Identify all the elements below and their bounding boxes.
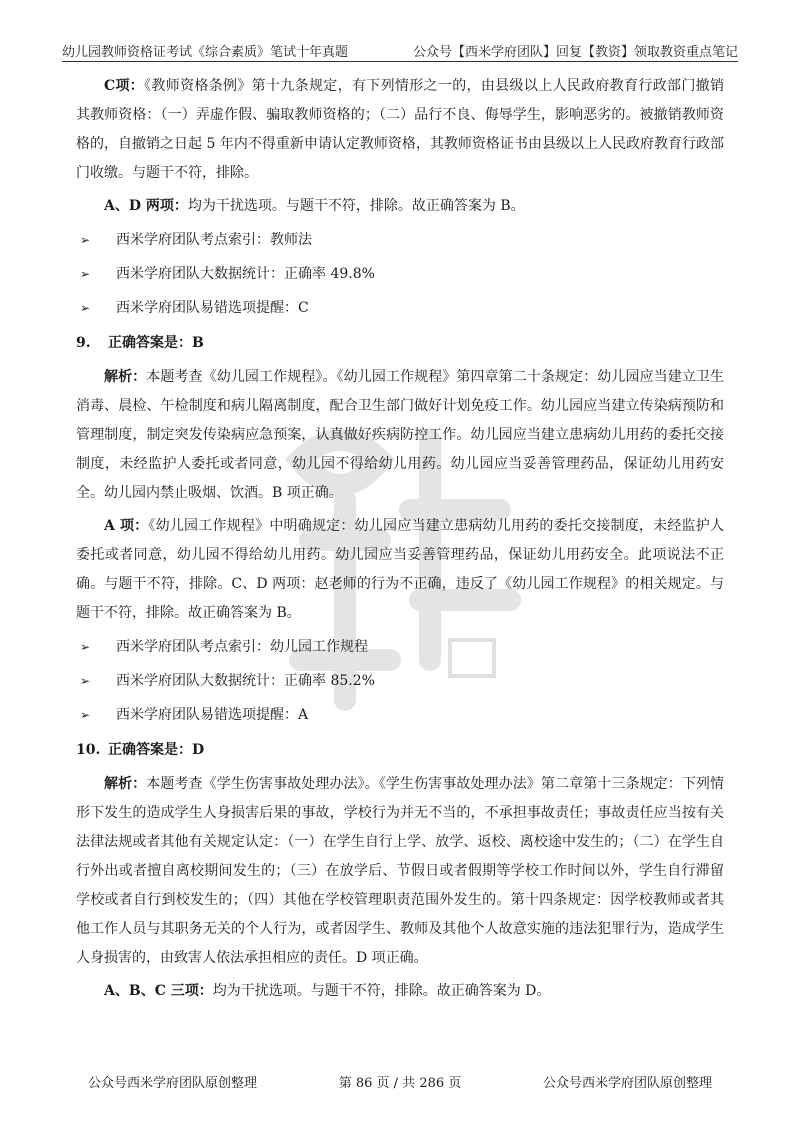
list-item	[80, 259, 724, 289]
question-number: 9.	[76, 334, 91, 351]
analysis-label: 解析：	[104, 776, 147, 792]
answer-text: 正确答案是：D	[108, 741, 205, 758]
q9-a-item-paragraph	[76, 512, 724, 628]
footer-left-note: 公众号西米学府团队原创整理	[88, 1076, 258, 1091]
header-divider	[62, 61, 738, 62]
analysis-label: 解析：	[104, 369, 147, 385]
footer-right-note: 公众号西米学府团队原创整理	[542, 1076, 712, 1091]
arrow-bullet-icon: ➢	[80, 673, 91, 688]
list-item	[80, 700, 724, 730]
page-number: 第 86 页 / 共 286 页	[338, 1076, 462, 1091]
list-item	[80, 225, 724, 255]
list-item	[80, 632, 724, 662]
ad-item-label: A、D 两项：	[104, 198, 188, 214]
bullet-text: 西米学府团队易错选项提醒：C	[116, 299, 309, 316]
analysis-text: 本题考查《学生伤害事故处理办法》。《学生伤害事故处理办法》第二章第十三条规定：下列情形下发生的造成学生人身损害后果的事故，学校行为并无不当的，不承担事故责任；事故责任应当按有关法律法规或者其他有关规定认定：（一）在学生自行上学、放学、返校、离校途中发生的；（二）在学生自行外出或者擅自离校期间发生的；（三）在放学后、节假日或者假期等学校工作时间以外，学生自行滞留学校或者自行到校发生的；（四）其他在学校管理职责范围外发生的。第十四条规定：因学校教师或者其他工作人员与其职务无关的个人行为，或者因学生、教师及其他个人故意实施的违法犯罪行为，造成学生人身损害的，由致害人依法承担相应的责任。D 项正确。	[76, 776, 725, 966]
arrow-bullet-icon: ➢	[80, 232, 91, 247]
c-item-paragraph	[76, 72, 724, 188]
bullet-text: 西米学府团队考点索引：教师法	[116, 231, 312, 248]
abc-item-text: 均为干扰选项。与题干不符，排除。故正确答案为 D。	[212, 983, 551, 999]
bullet-text: 西米学府团队易错选项提醒：A	[116, 706, 309, 723]
arrow-bullet-icon: ➢	[80, 707, 91, 722]
header-left-title: 幼儿园教师资格证考试《综合素质》笔试十年真题	[62, 45, 349, 60]
bullet-text: 西米学府团队考点索引：幼儿园工作规程	[116, 638, 368, 655]
q10-analysis-paragraph	[76, 770, 724, 973]
q9-analysis-paragraph	[76, 363, 724, 508]
bullet-text: 西米学府团队大数据统计：正确率 49.8%	[116, 265, 375, 282]
page-header	[62, 38, 738, 60]
header-right-note: 公众号【西米学府团队】回复【教资】领取教资重点笔记	[412, 45, 738, 60]
ad-item-paragraph	[76, 192, 724, 221]
c-item-text: 《教师资格条例》第十九条规定，有下列情形之一的，由县级以上人民政府教育行政部门撤销其教师资格：（一）弄虚作假、骗取教师资格的；（二）品行不良、侮辱学生，影响恶劣的。被撤销教师资格的，自撤销之日起 5 年内不得重新申请认定教师资格，其教师资格证书由县级以上人民政府教育行政部门收缴。与题干不符，排除。	[76, 78, 724, 181]
arrow-bullet-icon: ➢	[80, 639, 91, 654]
bullet-text: 西米学府团队大数据统计：正确率 85.2%	[116, 672, 375, 689]
analysis-text: 本题考查《幼儿园工作规程》。《幼儿园工作规程》第四章第二十条规定：幼儿园应当建立卫生消毒、晨检、午检制度和病儿隔离制度，配合卫生部门做好计划免疫工作。幼儿园应当建立传染病预防和管理制度，制定突发传染病应急预案，认真做好疾病防控工作。幼儿园应当建立患病幼儿用药的委托交接制度，未经监护人委托或者同意，幼儿园不得给幼儿用药。幼儿园应当妥善管理药品，保证幼儿用药安全。幼儿园内禁止吸烟、饮酒。B 项正确。	[76, 369, 725, 501]
question-9-answer	[76, 329, 724, 357]
ad-item-text: 均为干扰选项。与题干不符，排除。故正确答案为 B。	[187, 198, 525, 214]
answer-text: 正确答案是：B	[108, 334, 204, 351]
a-item-text: 《幼儿园工作规程》中明确规定：幼儿园应当建立患病幼儿用药的委托交接制度，未经监护人委托或者同意，幼儿园不得给幼儿用药。幼儿园应当妥善管理药品，保证幼儿用药安全。此项说法不正确。与题干不符，排除。C、D 两项：赵老师的行为不正确，违反了《幼儿园工作规程》的相关规定。与题干不符，排除。故正确答案为 B。	[76, 518, 724, 621]
question-10-answer	[76, 736, 724, 764]
question-number: 10.	[76, 741, 101, 758]
arrow-bullet-icon: ➢	[80, 266, 91, 281]
page-footer	[88, 1072, 712, 1091]
abc-item-label: A、B、C 三项：	[104, 983, 213, 999]
q10-abc-item-paragraph	[76, 977, 724, 1006]
arrow-bullet-icon: ➢	[80, 300, 91, 315]
document-body	[76, 72, 724, 1010]
c-item-label: C项：	[104, 78, 145, 94]
list-item	[80, 293, 724, 323]
list-item	[80, 666, 724, 696]
a-item-label: A 项：	[104, 518, 149, 534]
